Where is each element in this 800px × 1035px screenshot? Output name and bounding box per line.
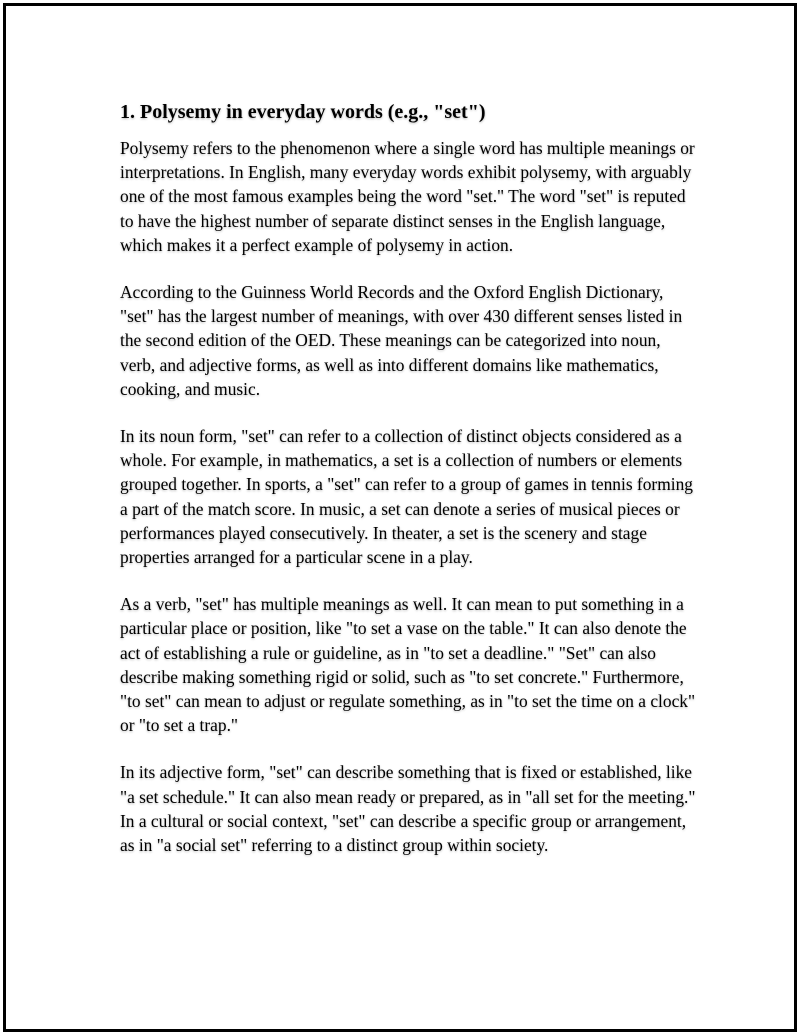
- paragraph-adjective-form: In its adjective form, "set" can describe something that is fixed or established, like "a set schedule." It can also mean ready or prepared, as in "all set for the meeting." In a cultural or social context, "set" can describe a specific group or arrangement, as in "a social set" referring to a distinct group within society.: [120, 762, 696, 856]
- document-body: [120, 98, 700, 880]
- paragraph-definition: Polysemy refers to the phenomenon where a single word has multiple meanings or interpretations. In English, many everyday words exhibit polysemy, with arguably one of the most famous examples being the word "set." The word "set" is reputed to have the highest number of separate distinct senses in the English language, which makes it a perfect example of polysemy in action.: [120, 138, 695, 255]
- paragraph-noun-form: In its noun form, "set" can refer to a collection of distinct objects considered as a whole. For example, in mathematics, a set is a collection of numbers or elements grouped together. In sports, a "set" can refer to a group of games in tennis forming a part of the match score. In music, a set can denote a series of musical pieces or performances played consecutively. In theater, a set is the scenery and stage properties arranged for a particular scene in a play.: [120, 426, 693, 568]
- paragraph-records: According to the Guinness World Records and the Oxford English Dictionary, "set" has the largest number of meanings, with over 430 different senses listed in the second edition of the OED. These meanings can be categorized into noun, verb, and adjective forms, as well as into different domains like mathematics, cooking, and music.: [120, 282, 683, 399]
- page-frame: [3, 3, 797, 1032]
- section-heading: 1. Polysemy in everyday words (e.g., "set"): [120, 101, 486, 123]
- paragraph-verb-form: As a verb, "set" has multiple meanings as well. It can mean to put something in a particular place or position, like "to set a vase on the table." It can also denote the act of establishing a rule or guideline, as in "to set a deadline." "Set" can also describe making something rigid or solid, such as "to set concrete." Furthermore, "to set" can mean to adjust or regulate something, as in "to set the time on a clock" or "to set a trap.": [120, 594, 696, 736]
